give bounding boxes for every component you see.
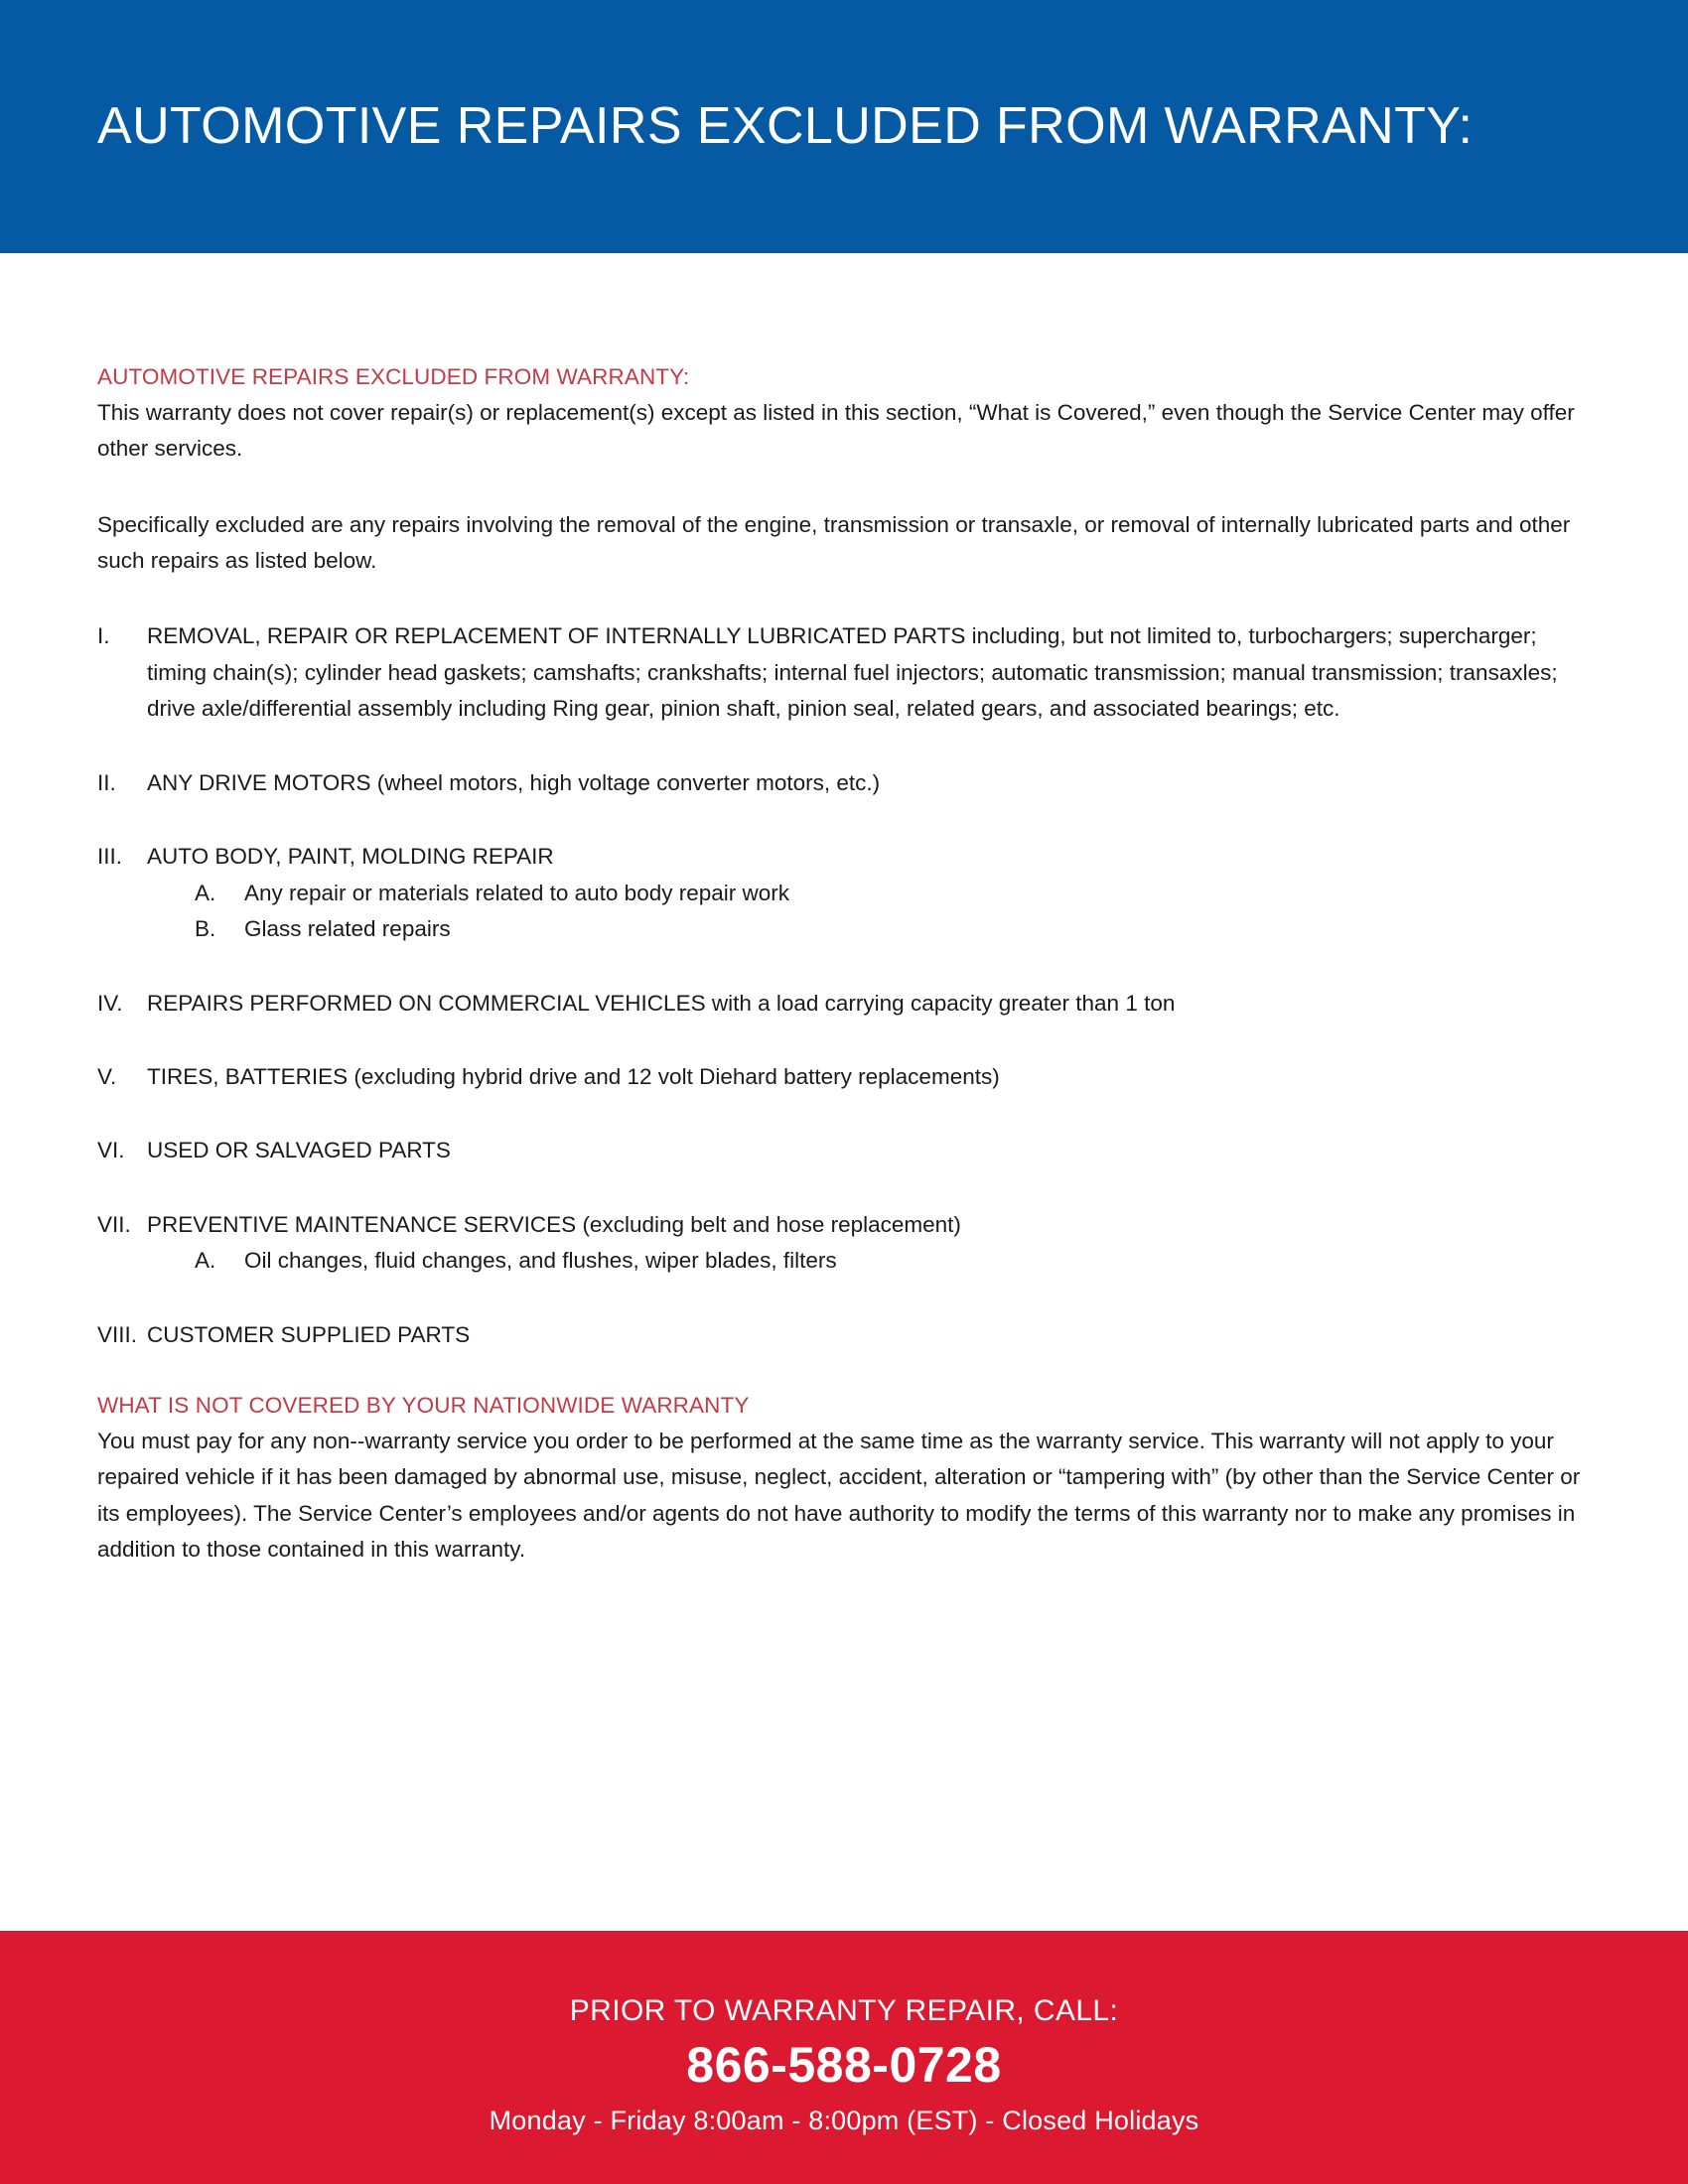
exclusion-item-title: USED OR SALVAGED PARTS [147, 1138, 451, 1163]
exclusion-item-numeral: IV. [97, 990, 123, 1016]
exclusion-item-title: CUSTOMER SUPPLIED PARTS [147, 1321, 471, 1347]
spacer [97, 1353, 1591, 1391]
exclusion-subitem-text: Glass related repairs [244, 916, 451, 942]
spacer [97, 948, 1591, 986]
exclusions-list [97, 618, 1591, 1353]
section-heading-not-covered: WHAT IS NOT COVERED BY YOUR NATIONWIDE WARRANTY [97, 1393, 750, 1419]
exclusion-item-title: TIRES, BATTERIES [147, 1063, 349, 1089]
exclusion-item-title: REMOVAL, REPAIR OR REPLACEMENT OF INTERNALLY LUBRICATED PARTS [147, 623, 966, 649]
exclusion-subitem-letter: A. [195, 880, 216, 905]
spacer [97, 1169, 1591, 1207]
exclusion-item [97, 1317, 1591, 1353]
exclusion-subitem-letter: B. [195, 916, 216, 942]
exclusion-item [97, 765, 1591, 801]
footer-call-label: PRIOR TO WARRANTY REPAIR, CALL: [569, 1994, 1119, 2027]
footer-phone-number[interactable]: 866-588-0728 [686, 2037, 1002, 2093]
document-footer-banner [0, 1931, 1688, 2184]
document-header-banner [0, 0, 1688, 253]
exclusion-item-detail: (wheel motors, high voltage converter motors, etc.) [370, 769, 881, 795]
exclusion-item-title: PREVENTIVE MAINTENANCE SERVICES [147, 1211, 577, 1237]
spacer [97, 1022, 1591, 1059]
exclusion-item [97, 1059, 1591, 1095]
exclusion-subitem-letter: A. [195, 1248, 216, 1274]
exclusion-item-numeral: VII. [97, 1211, 131, 1237]
document-body [0, 253, 1688, 1569]
exclusion-subitem [97, 1243, 1591, 1279]
exclusion-item-text [97, 618, 1591, 727]
exclusion-item-title: AUTO BODY, PAINT, MOLDING REPAIR [147, 844, 554, 870]
exclusion-item [97, 618, 1591, 727]
exclusion-item-detail: (excluding hybrid drive and 12 volt Diehard battery replacements) [348, 1063, 1000, 1089]
exclusion-item-numeral: V. [97, 1063, 117, 1089]
exclusion-item-text [97, 1133, 1591, 1168]
spacer [97, 579, 1591, 618]
exclusion-item-detail: with a load carrying capacity greater than 1 ton [705, 990, 1176, 1016]
exclusion-subitem-text: Oil changes, fluid changes, and flushes, wiper blades, filters [244, 1248, 837, 1274]
spacer [97, 728, 1591, 765]
exclusion-item-text [97, 986, 1591, 1022]
exclusion-item-numeral: I. [97, 623, 110, 649]
exclusion-item-detail: (excluding belt and hose replacement) [576, 1211, 961, 1237]
exclusion-item-numeral: II. [97, 769, 116, 795]
intro-paragraph: This warranty does not cover repair(s) or replacement(s) except as listed in this section, “What is Covered,” even though the Service Center may offer other services. [97, 399, 1575, 462]
spacer [97, 1095, 1591, 1133]
exclusion-item-numeral: VIII. [97, 1321, 138, 1347]
page-title: AUTOMOTIVE REPAIRS EXCLUDED FROM WARRANTY: [97, 96, 1474, 155]
exclusion-item [97, 839, 1591, 947]
exclusion-item-detail: including, but not limited to, turbochargers; supercharger; timing chain(s); cylinder head gaskets; camshafts; crankshafts; internal fuel injectors; automatic transmission; manual transmission; transaxles; drive axle/differential assembly including Ring gear, pinion shaft, pinion seal, related gears, and associated bearings; etc. [147, 623, 1558, 722]
exclusion-item [97, 1133, 1591, 1168]
spacer [97, 468, 1591, 507]
exclusion-item [97, 1207, 1591, 1280]
section-heading-exclusions: AUTOMOTIVE REPAIRS EXCLUDED FROM WARRANTY: [97, 364, 690, 389]
exclusion-item-numeral: VI. [97, 1138, 125, 1163]
spacer [97, 801, 1591, 839]
footer-hours: Monday - Friday 8:00am - 8:00pm (EST) - Closed Holidays [489, 2105, 1199, 2135]
exclusion-item-title: ANY DRIVE MOTORS [147, 769, 371, 795]
exclusion-item-title: REPAIRS PERFORMED ON COMMERCIAL VEHICLES [147, 990, 706, 1016]
exclusion-item-text [97, 1317, 1591, 1353]
exclusion-item-text [97, 1207, 1591, 1243]
exclusion-item-numeral: III. [97, 844, 123, 870]
exclusion-subitem-text: Any repair or materials related to auto body repair work [244, 880, 790, 905]
exclusion-item-text [97, 765, 1591, 801]
exclusion-subitem [97, 876, 1591, 911]
exclusion-item-text [97, 839, 1591, 875]
exclusion-item [97, 986, 1591, 1022]
not-covered-paragraph: You must pay for any non--warranty service you order to be performed at the same time as the warranty service. This warranty will not apply to your repaired vehicle if it has been damaged by abnormal use, misuse, neglect, accident, alteration or “tampering with” (by other than the Service Center or its employees). The Service Center’s employees and/or agents do not have authority to modify the terms of this warranty nor to make any promises in addition to those contained in this warranty. [97, 1428, 1581, 1563]
exclusion-subitem [97, 911, 1591, 947]
second-paragraph: Specifically excluded are any repairs involving the removal of the engine, transmission or transaxle, or removal of internally lubricated parts and other such repairs as listed below. [97, 511, 1571, 573]
exclusion-item-text [97, 1059, 1591, 1095]
spacer [97, 1280, 1591, 1317]
